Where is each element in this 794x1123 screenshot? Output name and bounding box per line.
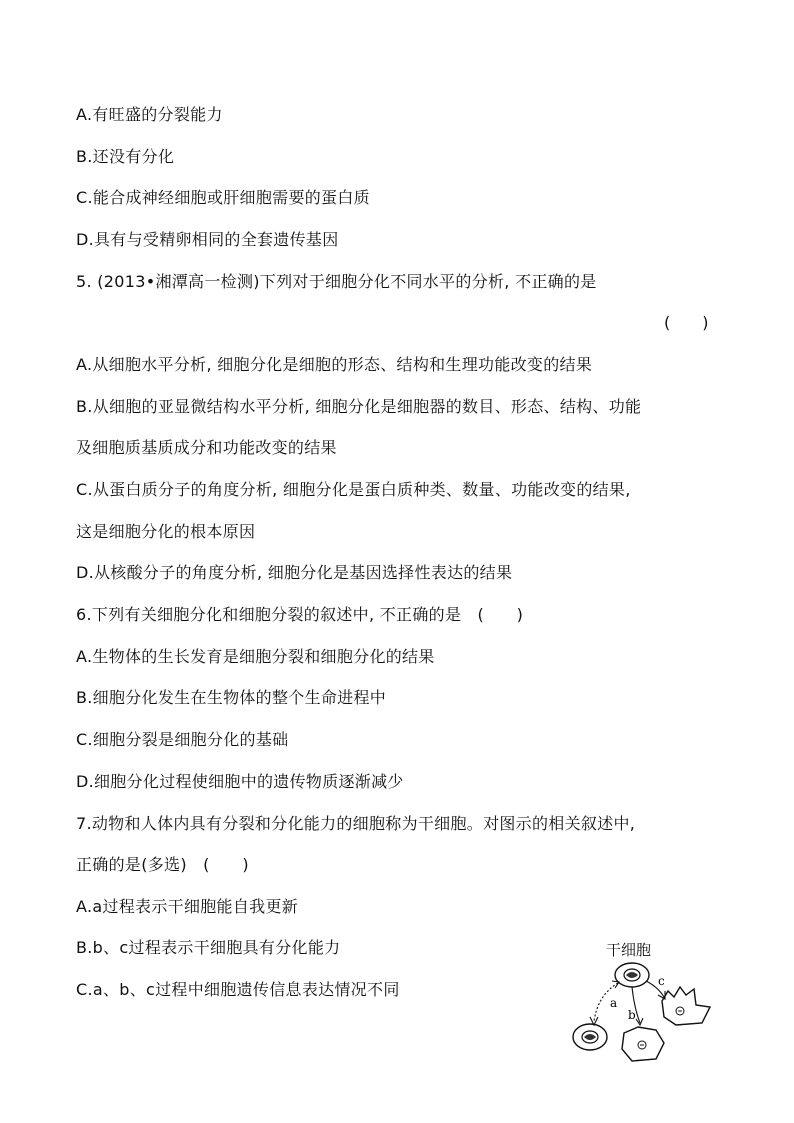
q5-option-c: C.从蛋白质分子的角度分析, 细胞分化是蛋白质种类、数量、功能改变的结果, <box>76 480 631 499</box>
q5-option-d: D.从核酸分子的角度分析, 细胞分化是基因选择性表达的结果 <box>76 563 513 582</box>
q4-option-c: C.能合成神经细胞或肝细胞需要的蛋白质 <box>76 188 370 207</box>
q6-option-a: A.生物体的生长发育是细胞分裂和细胞分化的结果 <box>76 647 435 666</box>
q7-stem-cont: 正确的是(多选) ( ) <box>76 855 249 874</box>
stem-cell <box>615 963 649 987</box>
q5-answer-blank: ( ) <box>664 313 709 332</box>
q4-option-b: B.还没有分化 <box>76 147 175 166</box>
stem-cell-diagram <box>560 935 720 1070</box>
q7-option-c: C.a、b、c过程中细胞遗传信息表达情况不同 <box>76 980 400 999</box>
q4-option-d: D.具有与受精卵相同的全套遗传基因 <box>76 230 339 249</box>
q6-option-b: B.细胞分化发生在生物体的整个生命进程中 <box>76 688 387 707</box>
arrow-label-a: a <box>610 996 618 1010</box>
q5-option-a: A.从细胞水平分析, 细胞分化是细胞的形态、结构和生理功能改变的结果 <box>76 355 593 374</box>
q7-option-a: A.a过程表示干细胞能自我更新 <box>76 897 299 916</box>
q5-stem: 5. (2013•湘潭高一检测)下列对于细胞分化不同水平的分析, 不正确的是 <box>76 272 597 291</box>
q5-option-b: B.从细胞的亚显微结构水平分析, 细胞分化是细胞器的数目、形态、结构、功能 <box>76 397 642 416</box>
arrow-label-b: b <box>628 1008 636 1022</box>
arrow-label-c: c <box>658 974 665 988</box>
figure-title: 干细胞 <box>606 941 652 959</box>
differentiated-cell-b <box>622 1027 664 1061</box>
differentiated-cell-c <box>662 987 710 1025</box>
q7-option-b: B.b、c过程表示干细胞具有分化能力 <box>76 938 341 957</box>
q6-option-d: D.细胞分化过程使细胞中的遗传物质逐渐减少 <box>76 772 404 791</box>
q6-option-c: C.细胞分裂是细胞分化的基础 <box>76 730 289 749</box>
q4-option-a: A.有旺盛的分裂能力 <box>76 105 223 124</box>
renewed-stem-cell <box>573 1024 607 1050</box>
q7-stem: 7.动物和人体内具有分裂和分化能力的细胞称为干细胞。对图示的相关叙述中, <box>76 814 636 833</box>
q5-option-b-cont: 及细胞质基质成分和功能改变的结果 <box>76 438 337 457</box>
q6-stem: 6.下列有关细胞分化和细胞分裂的叙述中, 不正确的是 ( ) <box>76 605 524 624</box>
q5-option-c-cont: 这是细胞分化的根本原因 <box>76 522 256 541</box>
